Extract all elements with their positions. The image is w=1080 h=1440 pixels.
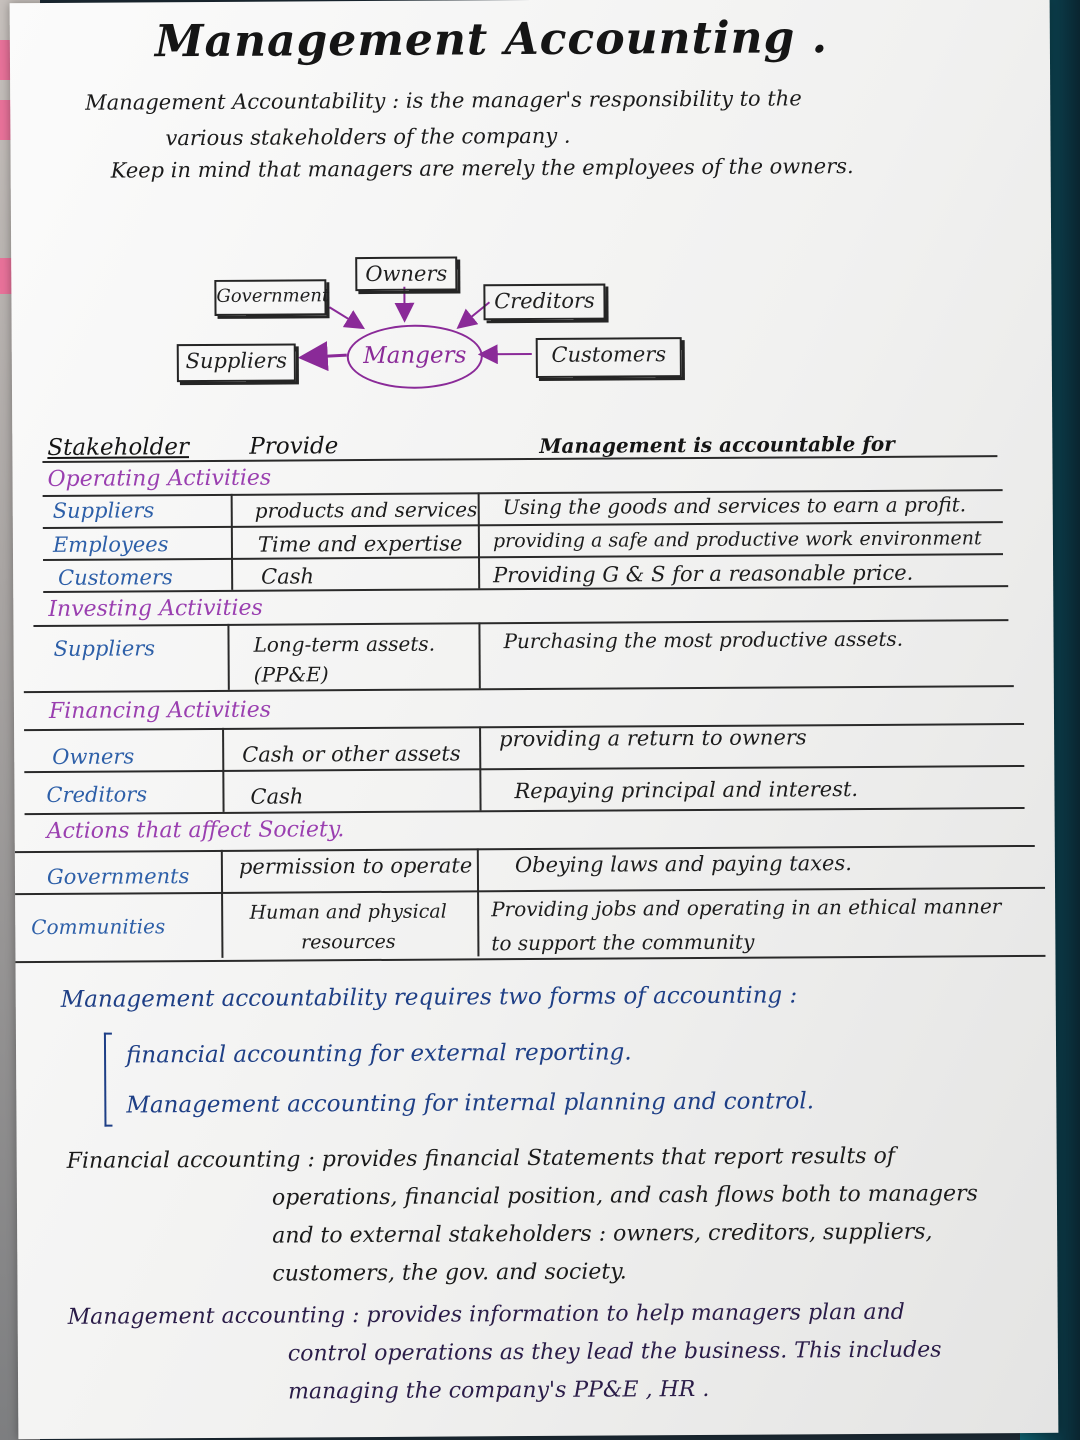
accounting-form-item: financial accounting for external reporting. (125, 1039, 632, 1069)
intro-line: Keep in mind that managers are merely the employees of the owners. (110, 154, 854, 183)
section-title: Investing Activities (48, 595, 263, 622)
paragraph-line: and to external stakeholders : owners, creditors, suppliers, (272, 1219, 933, 1249)
table-cell-provide: Human and physical resources (249, 900, 447, 954)
diagram-node-creditors: Creditors (483, 284, 605, 321)
diagram-node-government: Government (214, 279, 326, 316)
table-cell-provide: products and services (254, 497, 478, 523)
column-divider (477, 848, 480, 956)
table-cell-provide: Cash (250, 784, 304, 809)
intro-line: Management Accountability : is the manager's responsibility to the (85, 86, 802, 115)
section-title: Financing Activities (48, 697, 272, 724)
table-cell-accountable: Using the goods and services to earn a profit. (502, 492, 967, 520)
paragraph-line: control operations as they lead the business. This includes (287, 1337, 942, 1367)
column-header-provide: Provide (249, 433, 339, 460)
paragraph-line: Financial accounting : provides financial Statements that report results of (66, 1143, 895, 1174)
financial-accounting-paragraph (67, 1137, 979, 1295)
table-rule (25, 807, 1025, 815)
table-cell-stakeholder: Suppliers (52, 498, 155, 523)
diagram-node-owners: Owners (355, 256, 457, 291)
table-cell-accountable: Repaying principal and interest. (514, 777, 859, 804)
table-cell-stakeholder: Customers (58, 565, 173, 590)
diagram-node-managers: Mangers (347, 324, 483, 389)
table-cell-accountable: Obeying laws and paying taxes. (514, 851, 852, 878)
arrow-government-to-managers (329, 307, 361, 327)
section-title: Actions that affect Society. (46, 817, 345, 844)
section-title: Operating Activities (47, 465, 272, 492)
table-cell-accountable: providing a safe and productive work environment (492, 527, 982, 553)
table-cell-provide: Time and expertise (257, 531, 463, 557)
table-cell-stakeholder: Employees (52, 532, 169, 557)
table-cell-provide: Long-term assets. (PP&E) (253, 631, 436, 687)
table-rule (24, 685, 1014, 693)
table-cell-accountable: providing a return to owners (499, 725, 807, 752)
table-rule (24, 765, 1024, 773)
diagram-node-customers: Customers (536, 337, 682, 378)
table-cell-stakeholder: Communities (31, 914, 166, 940)
paragraph-line: operations, financial position, and cash flows both to managers (271, 1181, 978, 1211)
column-divider (478, 492, 481, 588)
table-cell-provide: Cash or other assets (242, 741, 461, 767)
diagram-arrows (10, 0, 1053, 423)
accounting-form-item: Management accounting for internal planning and control. (126, 1088, 815, 1119)
paragraph-line: customers, the gov. and society. (272, 1259, 627, 1287)
column-header-stakeholder: Stakeholder (47, 434, 190, 461)
intro-line: various stakeholders of the company . (165, 123, 571, 151)
management-accounting-paragraph (68, 1294, 942, 1413)
table-cell-accountable: Providing jobs and operating in an ethical manner to support the community (491, 894, 1002, 956)
table-cell-stakeholder: Suppliers (53, 636, 156, 661)
list-bracket (104, 1033, 113, 1127)
table-cell-stakeholder: Governments (46, 864, 190, 889)
page-title: Management Accounting . (154, 12, 829, 68)
column-divider (227, 624, 229, 690)
table-cell-stakeholder: Creditors (46, 782, 148, 807)
table-cell-provide: permission to operate (238, 853, 473, 879)
notebook-page (10, 0, 1059, 1439)
table-cell-stakeholder: Owners (52, 744, 135, 769)
table-cell-provide: Cash (261, 564, 315, 589)
table-cell-accountable: Purchasing the most productive assets. (503, 626, 904, 654)
paragraph-line: Management accounting : provides information to help managers plan and (67, 1299, 905, 1330)
diagram-node-suppliers: Suppliers (177, 343, 296, 382)
notes-lead: Management accountability requires two forms of accounting : (60, 982, 798, 1013)
column-divider (231, 494, 234, 590)
column-header-accountable: Management is accountable for (539, 431, 895, 458)
paragraph-line: managing the company's PP&E , HR . (288, 1376, 710, 1405)
table-cell-accountable: Providing G & S for a reasonable price. (493, 560, 914, 588)
column-divider (478, 622, 480, 688)
column-divider (221, 850, 224, 958)
arrow-managers-to-suppliers (304, 355, 347, 357)
